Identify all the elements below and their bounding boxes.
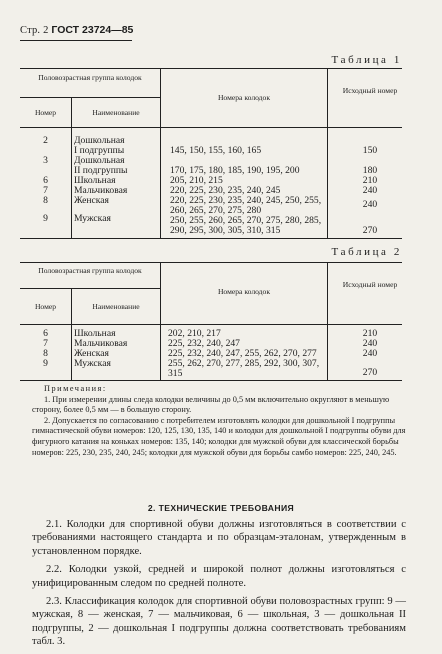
table1-row-sizes: 220, 225, 230, 235, 240, 245 — [170, 185, 281, 196]
table1-row-name: Мужская — [74, 213, 111, 224]
table1-row-base: 270 — [362, 225, 378, 236]
table2-row-base: 240 — [362, 338, 378, 349]
paragraph: 2.1. Колодки для спортивной обуви должны изготовляться в соответствии с требованиями настоящего стандарта и по образцам-эталонам, утвержденным в установленном порядке. — [32, 519, 406, 557]
table1-row-sizes: 290, 295, 300, 305, 310, 315 — [170, 225, 281, 236]
table2-group-header: Половозрастная группа колодок — [38, 266, 142, 275]
table2-vrule-1b — [71, 324, 72, 380]
table1-row-sizes: 145, 150, 155, 160, 165 — [170, 145, 262, 156]
table2-caption: Таблица 2 — [331, 246, 402, 258]
table2-row-sizes: 225, 232, 240, 247 — [168, 338, 240, 349]
paragraph: 2.3. Классификация колодок для спортивной обуви половозрастных групп: 9 — мужская, 8 — женская, 7 — мальчиковая, 6 — школьная, 3 — дошкольная II подгруппы, 2 — дошкольная I подгруппы должна соответствовать требованиям табл. 3. — [32, 596, 406, 648]
table1-row-name: Женская — [74, 195, 109, 206]
note-item: 2. Допускается по согласованию с потребителем изготовлять колодки для дошкольной I подгруппы гимнастической обуви номеров: 120, 125, 130, 135, 140 и колодки для дошкольной I подгруппы обуви для фигурного катания на коньках номеров: 135, 140; колодки для мужской обуви для классической борьбы номеров: 225, 230, 235, 240, 245; колодки для мужской обуви для борьбы самбо номеров: 225, 240, 245. — [32, 415, 406, 457]
table1-caption: Таблица 1 — [331, 54, 402, 66]
page-header — [20, 24, 133, 36]
table2-col-sizes: Номера колодок — [217, 287, 271, 296]
table2-row-sizes: 202, 210, 217 — [168, 328, 221, 339]
table1-bottom-rule — [20, 238, 402, 239]
note-item: 1. При измерении длины следа колодки величины до 0,5 мм включительно округляют в меньшую сторону, более 0,5 мм — в большую сторону. — [32, 394, 390, 415]
body-text — [32, 518, 406, 654]
table1-row-sizes: 170, 175, 180, 185, 190, 195, 200 — [170, 165, 300, 176]
table2-row-name: Женская — [74, 348, 109, 359]
table1-row-name: Дошкольная — [74, 155, 125, 166]
table1-group-header: Половозрастная группа колодок — [38, 73, 142, 82]
table2-row-name: Мальчиковая — [74, 338, 128, 349]
table2-row-num: 6 — [43, 328, 48, 339]
table1-row-base: 180 — [362, 165, 378, 176]
table2-vrule-3b — [327, 324, 328, 380]
table1-group-rule — [20, 97, 160, 98]
table1-vrule-3 — [327, 68, 328, 127]
table2-col-number: Номер — [34, 302, 57, 311]
table1-row-name: Дошкольная — [74, 135, 125, 146]
table1-row-num: 3 — [43, 155, 48, 166]
table1-vrule-2b — [160, 127, 161, 238]
table1-col-name: Наименование — [92, 108, 140, 117]
table2-bottom-rule — [20, 380, 402, 381]
table2-col-name: Наименование — [92, 302, 140, 311]
table2-row-base: 240 — [362, 348, 378, 359]
table1-row-base: 210 — [362, 175, 378, 186]
table2-row-base: 210 — [362, 328, 378, 339]
notes — [32, 384, 406, 458]
table1-vrule-1b — [71, 127, 72, 238]
table1-row-sizes: 260, 265, 270, 275, 280 — [170, 205, 262, 216]
table1-row-name: Мальчиковая — [74, 185, 128, 196]
table1-col-sizes: Номера колодок — [217, 93, 271, 102]
standard-number: ГОСТ 23724—85 — [51, 24, 134, 36]
table1-row-base: 240 — [362, 185, 378, 196]
table1-row-num: 9 — [43, 213, 48, 224]
paragraph: 2.2. Колодки узкой, средней и широкой полнот должны изготовляться с унифицированным следом по средней полноте. — [32, 564, 406, 589]
table2-row-base: 270 — [362, 367, 378, 378]
table1-vrule-3b — [327, 127, 328, 238]
table1-row-sizes: 205, 210, 215 — [170, 175, 223, 186]
table1-col-base: Исходный номер — [342, 86, 398, 95]
table2-row-sizes: 255, 262, 270, 277, 285, 292, 300, 307, — [168, 358, 320, 369]
page-label: Стр. 2 — [20, 25, 49, 36]
table2-top-rule — [20, 262, 402, 263]
table1-row-sizes: 250, 255, 260, 265, 270, 275, 280, 285, — [170, 215, 322, 226]
table2-row-num: 9 — [43, 358, 48, 369]
table2-row-name: Мужская — [74, 358, 111, 369]
table2-row-num: 8 — [43, 348, 48, 359]
table1-row-num: 8 — [43, 195, 48, 206]
table2-header-rule — [20, 324, 402, 325]
table1-row-num: 6 — [43, 175, 48, 186]
table1-row-name: Школьная — [74, 175, 116, 186]
table1-row-name: II подгруппы — [74, 165, 128, 176]
table2-row-name: Школьная — [74, 328, 116, 339]
table1-row-base: 150 — [362, 145, 378, 156]
table1-top-rule — [20, 68, 402, 69]
table2-row-sizes: 315 — [168, 368, 183, 379]
header-rule — [20, 40, 132, 41]
table2-row-num: 7 — [43, 338, 48, 349]
table2-group-rule — [20, 288, 160, 289]
section-title: 2. ТЕХНИЧЕСКИЕ ТРЕБОВАНИЯ — [147, 503, 295, 513]
table1-row-name: I подгруппы — [74, 145, 125, 156]
table1-header-rule — [20, 127, 402, 128]
table2-vrule-2b — [160, 324, 161, 380]
table1-row-num: 2 — [43, 135, 48, 146]
table1-col-number: Номер — [34, 108, 57, 117]
notes-title: Примечания: — [44, 384, 107, 393]
table1-row-sizes: 220, 225, 230, 235, 240, 245, 250, 255, — [170, 195, 322, 206]
table1-row-num: 7 — [43, 185, 48, 196]
table2-row-sizes: 225, 232, 240, 247, 255, 262, 270, 277 — [168, 348, 317, 359]
table1-row-base: 240 — [362, 199, 378, 210]
table2-vrule-3 — [327, 262, 328, 324]
table2-col-base: Исходный номер — [342, 280, 398, 289]
